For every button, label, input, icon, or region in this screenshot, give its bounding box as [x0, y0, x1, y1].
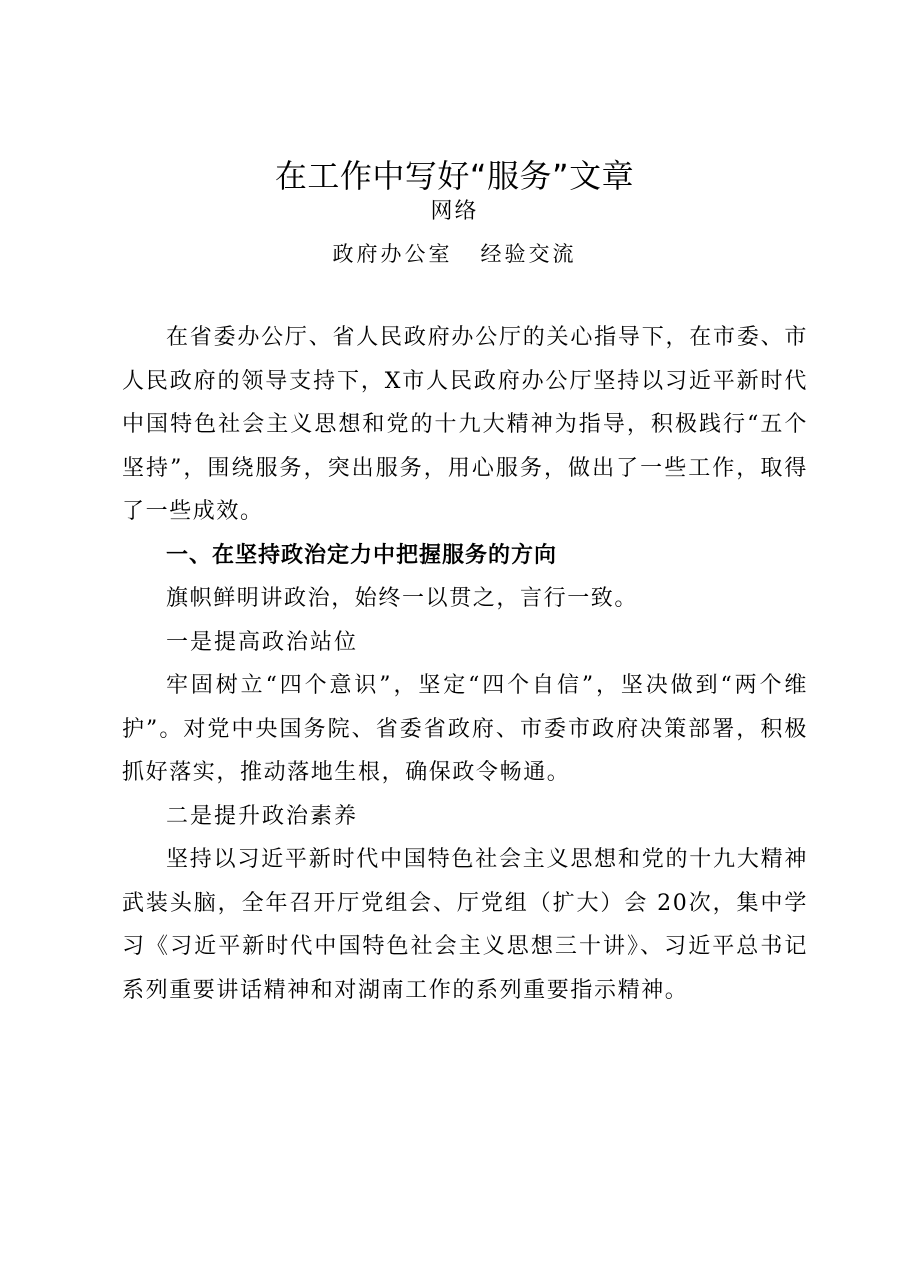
document-title: 在工作中写好“服务”文章: [274, 157, 635, 195]
document-author: 网络: [430, 199, 479, 224]
document-body: [122, 316, 808, 1012]
intro-paragraph: 在省委办公厅、省人民政府办公厅的关心指导下，在市委、市人民政府的领导支持下，X市人民政府办公厅坚持以习近平新时代中国特色社会主义思想和党的十九大精神为指导，积极践行“五个坚持”，围绕服务，突出服务，用心服务，做出了一些工作，取得了一些成效。: [122, 325, 808, 524]
tag-experience-exchange: 经验交流: [480, 242, 577, 266]
tag-government-office: 政府办公室: [332, 242, 453, 266]
section-heading-1: 一、在坚持政治定力中把握服务的方向: [166, 541, 558, 568]
section-1-summary: 旗帜鲜明讲政治，始终一以贯之，言行一致。: [166, 586, 639, 611]
document-tags: [0, 238, 909, 270]
subsection-2-paragraph: 坚持以习近平新时代中国特色社会主义思想和党的十九大精神武装头脑，全年召开厅党组会、厅党组（扩大）会 20次，集中学习《习近平新时代中国特色社会主义思想三十讲》、习近平总书记系列重要讲话精神和对湖南工作的系列重要指示精神。: [122, 847, 808, 1003]
subsection-1-paragraph: 牢固树立“四个意识”，坚定“四个自信”，坚决做到“两个维护”。对党中央国务院、省委省政府、市委市政府决策部署，积极抓好落实，推动落地生根，确保政令畅通。: [122, 673, 808, 785]
subheading-2: 二是提升政治素养: [166, 803, 359, 829]
subheading-1: 一是提高政治站位: [166, 629, 359, 655]
